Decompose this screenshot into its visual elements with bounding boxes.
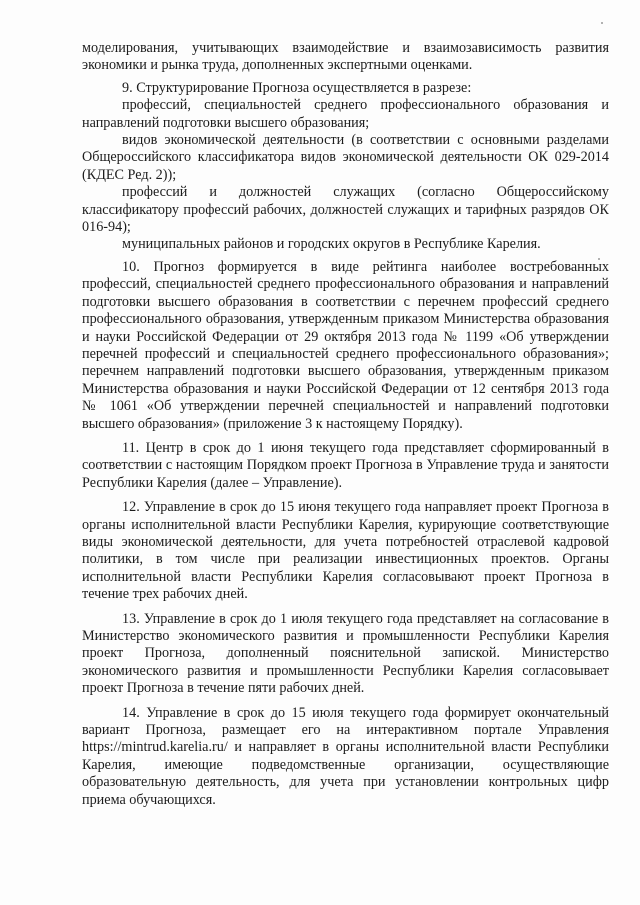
paragraph-13: 13. Управление в срок до 1 июля текущего года представляет на согласование в Министерство экономического развития и промышленности Республики Карелия проект Прогноза, дополненный пояснительной запиской. Министерство экономического развития и промышленности Республики Карелия согласовывает проект Прогноза в течение пяти рабочих дней. — [82, 610, 609, 697]
document-body — [82, 40, 609, 809]
paragraph-9-item-districts: муниципальных районов и городских округов в Республике Карелия. — [122, 236, 541, 253]
paragraph-10: 10. Прогноз формируется в виде рейтинга наиболее востребованных профессий, специальностей среднего профессионального образования и направлений подготовки высшего образования в соответствии с перечнем профессий среднего профессионального образования, утвержденным приказом Министерства образования и науки Российской Федерации от 29 октября 2013 года № 1199 «Об утверждении перечней профессий и специальностей среднего профессионального образования»; перечнем направлений подготовки высшего образования, утвержденным приказом Министерства образования и науки Российской Федерации от 12 сентября 2013 года № 1061 «Об утверждении перечней специальностей и направлений подготовки высшего образования» (приложение 3 к настоящему Порядку). — [82, 258, 609, 432]
paragraph-9-item-activities: видов экономической деятельности (в соответствии с основными разделами Общероссийского классификатора видов экономической деятельности ОК 029-2014 (КДЕС Ред. 2)); — [82, 132, 609, 183]
scan-speck — [601, 22, 603, 24]
paragraph-14: 14. Управление в срок до 15 июля текущего года формирует окончательный вариант Прогноза, размещает его на интерактивном портале Управления https://mintrud.karelia.ru/ и направляет в органы исполнительной власти Республики Карелия, имеющие подведомственные организации, осуществляющие образовательную деятельность, для учета при установлении контрольных цифр приема обучающихся. — [82, 704, 609, 808]
paragraph-11: 11. Центр в срок до 1 июня текущего года представляет сформированный в соответствии с настоящим Порядком проект Прогноза в Управление труда и занятости Республики Карелия (далее – Управление). — [82, 439, 609, 491]
paragraph-9-item-professions: профессий, специальностей среднего профессионального образования и направлений подготовки высшего образования; — [82, 97, 609, 131]
paragraph-continuation: моделирования, учитывающих взаимодействие и взаимозависимость развития экономики и рынка труда, дополненных экспертными оценками. — [82, 40, 609, 74]
paragraph-9-item-positions: профессий и должностей служащих (согласно Общероссийскому классификатору профессий рабочих, должностей служащих и тарифных разрядов ОК 016-94); — [82, 184, 609, 236]
paragraph-9: 9. Структурирование Прогноза осуществляется в разрезе: — [122, 79, 472, 96]
paragraph-12: 12. Управление в срок до 15 июня текущего года направляет проект Прогноза в органы исполнительной власти Республики Карелия, курирующие соответствующие виды экономической деятельности, для учета потребностей отраслевой кадровой политики, в том числе при реализации инвестиционных проектов. Органы исполнительной власти Республики Карелия согласовывают проект Прогноза в течение трех рабочих дней. — [82, 499, 609, 603]
